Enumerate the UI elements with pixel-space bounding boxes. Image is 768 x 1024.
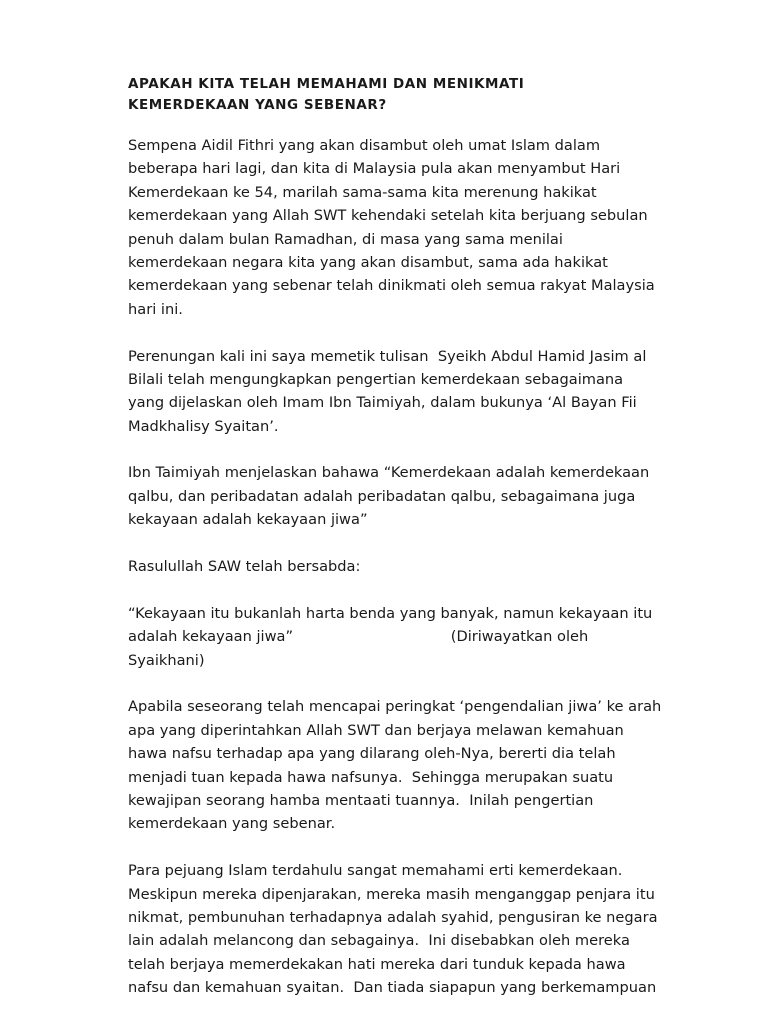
text-line: menjadi tuan kepada hawa nafsunya. Sehingga merupakan suatu <box>128 768 614 786</box>
text-line: penuh dalam bulan Ramadhan, di masa yang sama menilai <box>128 230 563 248</box>
text-line: Sempena Aidil Fithri yang akan disambut oleh umat Islam dalam <box>128 137 601 154</box>
text-line: nafsu dan kemahuan syaitan. Dan tiada siapapun yang berkemampuan <box>128 979 657 997</box>
text-line: Meskipun mereka dipenjarakan, mereka masih menganggap penjara itu <box>128 885 655 903</box>
text-line: Madkhalisy Syaitan’. <box>128 417 279 435</box>
text-line: kemerdekaan negara kita yang akan disambut, sama ada hakikat <box>128 253 608 271</box>
paragraph <box>128 134 708 321</box>
text-line: “Kekayaan itu bukanlah harta benda yang banyak, namun kekayaan itu <box>128 604 653 622</box>
document-body <box>128 74 708 1023</box>
paragraph <box>128 555 708 578</box>
text-line: telah berjaya memerdekakan hati mereka dari tunduk kepada hawa <box>128 955 626 973</box>
paragraph-list <box>128 134 708 999</box>
text-line: qalbu, dan peribadatan adalah peribadatan qalbu, sebagaimana juga <box>128 487 636 505</box>
text-line: adalah kekayaan jiwa” (Diriwayatkan oleh <box>128 628 589 646</box>
title-line: KEMERDEKAAN YANG SEBENAR? <box>128 97 387 113</box>
text-line: kemerdekaan yang Allah SWT kehendaki setelah kita berjuang sebulan <box>128 207 648 225</box>
text-line: kewajipan seorang hamba mentaati tuannya. Inilah pengertian <box>128 791 594 809</box>
text-line: Rasulullah SAW telah bersabda: <box>128 558 361 576</box>
title-line: APAKAH KITA TELAH MEMAHAMI DAN MENIKMATI <box>128 76 525 92</box>
paragraph <box>128 602 708 672</box>
paragraph <box>128 695 708 835</box>
text-line: yang dijelaskan oleh Imam Ibn Taimiyah, dalam bukunya ‘Al Bayan Fii <box>128 394 637 412</box>
text-line: Bilali telah mengungkapkan pengertian kemerdekaan sebagaimana <box>128 370 624 388</box>
text-line: kemerdekaan yang sebenar telah dinikmati oleh semua rakyat Malaysia <box>128 277 655 295</box>
paragraph <box>128 859 708 999</box>
text-line: kekayaan adalah kekayaan jiwa” <box>128 511 368 529</box>
text-line: Para pejuang Islam terdahulu sangat memahami erti kemerdekaan. <box>128 862 623 880</box>
text-line: beberapa hari lagi, dan kita di Malaysia pula akan menyambut Hari <box>128 160 621 178</box>
text-line: hawa nafsu terhadap apa yang dilarang oleh-Nya, bererti dia telah <box>128 745 616 763</box>
paragraph <box>128 345 708 439</box>
text-line: Perenungan kali ini saya memetik tulisan Syeikh Abdul Hamid Jasim al <box>128 347 647 365</box>
text-line: apa yang diperintahkan Allah SWT dan berjaya melawan kemahuan <box>128 721 624 739</box>
text-line: Kemerdekaan ke 54, marilah sama-sama kita merenung hakikat <box>128 183 597 201</box>
text-line: Syaikhani) <box>128 651 205 669</box>
text-line: lain adalah melancong dan sebagainya. Ini disebabkan oleh mereka <box>128 932 630 950</box>
paragraph <box>128 461 708 531</box>
text-line: Apabila seseorang telah mencapai peringkat ‘pengendalian jiwa’ ke arah <box>128 698 662 716</box>
text-line: Ibn Taimiyah menjelaskan bahawa “Kemerdekaan adalah kemerdekaan <box>128 464 650 482</box>
text-line: nikmat, pembunuhan terhadapnya adalah syahid, pengusiran ke negara <box>128 908 658 926</box>
text-line: kemerdekaan yang sebenar. <box>128 815 336 833</box>
text-line: hari ini. <box>128 300 183 318</box>
document-title <box>128 74 708 116</box>
